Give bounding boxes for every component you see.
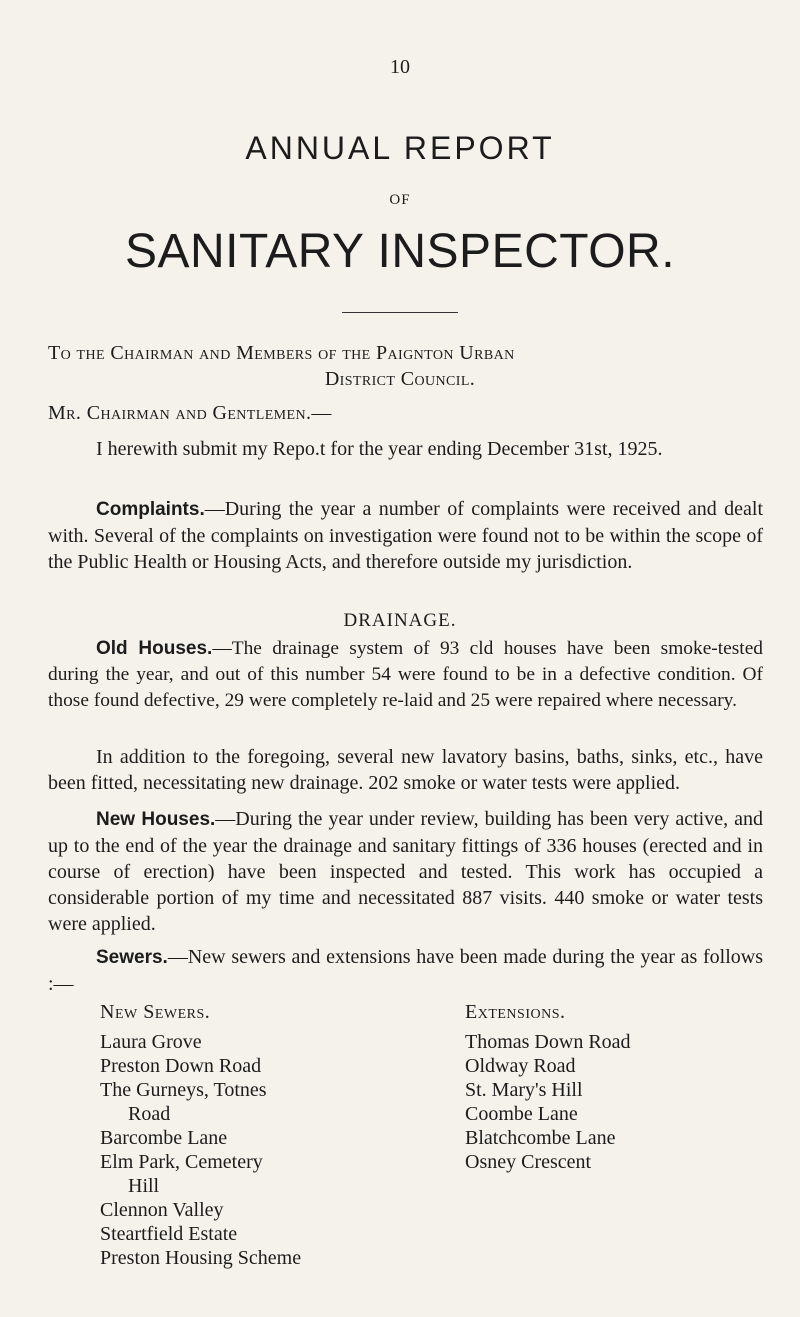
new-sewers-column: [100, 1000, 360, 1270]
complaints-paragraph: [48, 496, 763, 575]
extensions-column: [465, 1000, 765, 1174]
new-houses-paragraph: [48, 806, 763, 937]
list-item: Laura Grove: [100, 1031, 202, 1053]
list-item: Blatchcombe Lane: [465, 1127, 616, 1149]
list-item-continuation: Road: [128, 1103, 171, 1125]
list-item: Elm Park, Cemetery: [100, 1151, 263, 1173]
address-line-1: To the Chairman and Members of the Paignton Urban: [48, 342, 515, 364]
extensions-heading: Extensions.: [465, 1001, 566, 1023]
title-sanitary-inspector: SANITARY INSPECTOR.: [124, 225, 676, 278]
complaints-lead: Complaints.: [96, 499, 205, 520]
list-item: Thomas Down Road: [465, 1031, 631, 1053]
old-houses-paragraph: [48, 636, 763, 714]
list-item: Osney Crescent: [465, 1151, 592, 1173]
new-sewers-heading: New Sewers.: [100, 1001, 211, 1023]
list-item: Barcombe Lane: [100, 1127, 228, 1149]
title-of: OF: [389, 192, 411, 208]
complaints-text: —During the year a number of complaints were received and dealt with. Several of the complaints on investigation were found not to be within the scope of the Public Health or Housing Acts, and therefore outside my jurisdiction.: [48, 498, 763, 573]
list-item: St. Mary's Hill: [465, 1079, 583, 1101]
intro-paragraph: I herewith submit my Repo.t for the year ending December 31st, 1925.: [96, 438, 663, 460]
title-divider: [342, 312, 458, 313]
page-number: 10: [390, 56, 410, 78]
additional-paragraph: In addition to the foregoing, several new lavatory basins, baths, sinks, etc., have been fitted, necessitating new drainage. 202 smoke or water tests were applied.: [48, 746, 763, 794]
sewers-lead: Sewers.: [96, 947, 168, 968]
list-item: Preston Housing Scheme: [100, 1247, 302, 1269]
title-annual-report: ANNUAL REPORT: [245, 130, 555, 166]
list-item: Coombe Lane: [465, 1103, 578, 1125]
salutation: Mr. Chairman and Gentlemen.—: [48, 402, 332, 424]
list-item: The Gurneys, Totnes: [100, 1079, 267, 1101]
list-item-continuation: Hill: [128, 1175, 160, 1197]
new-houses-text: —During the year under review, building has been very active, and up to the end of the year the drainage and sanitary fittings of 336 houses (erected and in course of erection) have been inspected and tested. This work has occupied a considerable portion of my time and necessitated 887 visits. 440 smoke or water tests were applied.: [48, 808, 763, 935]
drainage-heading: DRAINAGE.: [343, 610, 457, 631]
old-houses-lead: Old Houses.: [96, 638, 213, 659]
sewers-text: —New sewers and extensions have been made during the year as follows :—: [48, 946, 763, 995]
old-houses-text: —The drainage system of 93 cld houses have been smoke-tested during the year, and out of this number 54 were found to be in a defective condition. Of those found defective, 29 were completely re-laid and 25 were repaired where necessary.: [48, 638, 763, 711]
list-item: Clennon Valley: [100, 1199, 224, 1221]
new-houses-lead: New Houses.: [96, 809, 216, 830]
list-item: Steartfield Estate: [100, 1223, 238, 1245]
list-item: Preston Down Road: [100, 1055, 262, 1077]
list-item: Oldway Road: [465, 1055, 576, 1077]
address-line-2: District Council.: [324, 368, 476, 390]
sewers-paragraph: [48, 944, 763, 997]
